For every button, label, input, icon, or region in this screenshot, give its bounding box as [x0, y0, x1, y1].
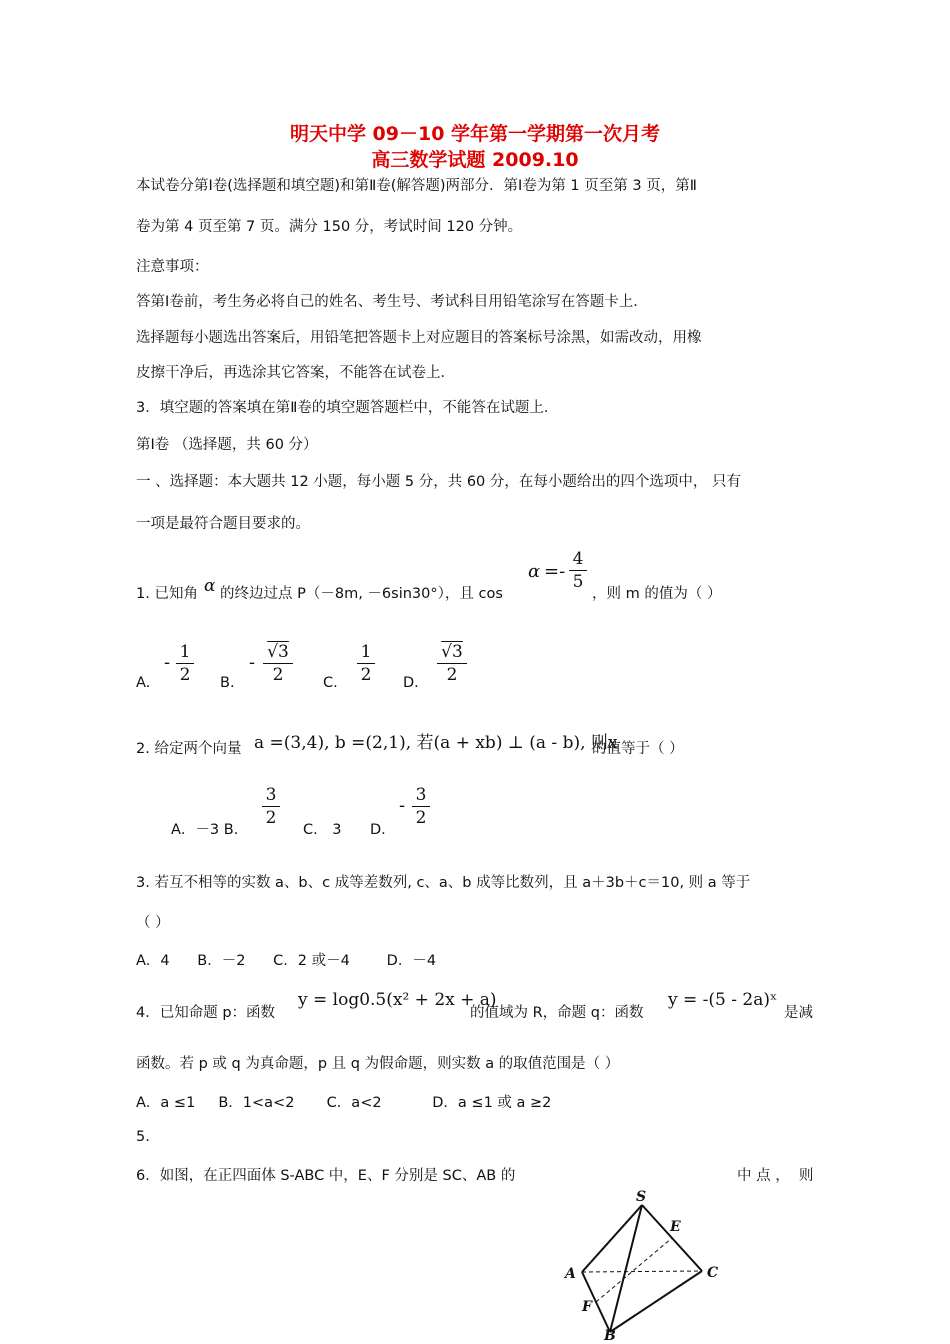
notice-item-3: 3．填空题的答案填在第Ⅱ卷的填空题答题栏中，不能答在试题上．: [136, 400, 559, 416]
q4-text-c: 是减: [784, 1005, 813, 1021]
q4-line-2: 函数。若 p 或 q 为真命题，p 且 q 为假命题，则实数 a 的取值范围是（ ）: [136, 1056, 620, 1072]
q1-c-den: 2: [360, 665, 372, 685]
q2-text-b: 的值等于（ ）: [592, 741, 684, 757]
q2-d-den: 2: [415, 808, 427, 828]
q2-text-a: 2. 给定两个向量: [136, 741, 242, 757]
q4-options: A．a ≤1 B．1<a<2 C．a<2 D．a ≤1 或 a ≥2: [136, 1095, 552, 1111]
q1-alpha: α: [204, 576, 216, 596]
q1-text-b: 的终边过点 P（－8m, －6sin30°），且 cos: [220, 586, 503, 602]
edge-ac-hidden: [582, 1271, 702, 1272]
exam-title: 明天中学 09－10 学年第一学期第一次月考: [289, 123, 661, 145]
q2-b-den: 2: [265, 808, 277, 828]
intro-line-2: 卷为第 4 页至第 7 页。满分 150 分，考试时间 120 分钟。: [136, 219, 523, 235]
q2-b-fraction: [261, 784, 281, 829]
q1-a-den: 2: [179, 665, 191, 685]
edge-sc: [642, 1205, 702, 1271]
q1-cond-fraction: [568, 548, 588, 593]
point-label-f: F: [582, 1299, 592, 1315]
notice-heading: 注意事项：: [136, 259, 209, 275]
q1-cond-num: 4: [572, 549, 584, 569]
q3-line-2: （ ）: [136, 915, 170, 931]
q1-c-fraction: [356, 641, 376, 686]
section-one-line-1: 一 、选择题：本大题共 12 小题，每小题 5 分，共 60 分，在每小题给出的四个选项中， 只有: [136, 474, 741, 490]
vertex-label-s: S: [636, 1189, 647, 1205]
q1-option-c: C.: [323, 675, 338, 691]
q1-cond-eq: =-: [544, 561, 566, 582]
q5-text: 5.: [136, 1129, 150, 1145]
q1-text-c: ，则 m 的值为（ ）: [592, 586, 722, 602]
q2-d-num: 3: [415, 785, 427, 805]
q2-b-num: 3: [265, 785, 277, 805]
q1-b-den: 2: [272, 665, 284, 685]
q1-d-fraction: [436, 641, 468, 686]
q1-b-num: √3: [267, 642, 289, 662]
q1-b-sign: -: [249, 652, 256, 673]
q1-option-b: B.: [220, 675, 235, 691]
q2-option-c: C． 3: [303, 822, 342, 838]
q4-formula-2: y = -(5 - 2a)ˣ: [668, 990, 778, 1010]
q1-c-num: 1: [360, 642, 372, 662]
q1-option-d: D.: [403, 675, 419, 691]
q1-a-num: 1: [179, 642, 191, 662]
vertex-label-b: B: [604, 1328, 616, 1340]
point-label-e: E: [670, 1219, 681, 1235]
exam-subtitle: 高三数学试题 2009.10: [371, 149, 579, 171]
q2-option-d: D．: [370, 822, 396, 838]
q4-text-b: 的值域为 R，命题 q：函数: [470, 1005, 644, 1021]
q4-text-a: 4．已知命题 p：函数: [136, 1005, 276, 1021]
segment-ef-hidden: [596, 1238, 672, 1302]
q1-option-a: A.: [136, 675, 151, 691]
tetrahedron-figure: [560, 1185, 730, 1340]
q2-d-fraction: [411, 784, 431, 829]
q2-formula: a =(3,4), b =(2,1), 若(a + xb) ⊥ (a - b), 则x: [254, 733, 618, 753]
part-one-heading: 第Ⅰ卷 （选择题，共 60 分）: [136, 437, 318, 453]
q4-formula-1: y = log0.5(x² + 2x + a): [298, 990, 497, 1010]
q1-b-fraction: [262, 641, 294, 686]
q6-text-a: 6．如图，在正四面体 S-ABC 中，E、F 分别是 SC、AB 的: [136, 1168, 516, 1184]
q6-text-b: 中 点 ， 则: [737, 1168, 814, 1184]
q1-cond-lhs: α: [528, 561, 541, 582]
notice-item-2b: 皮擦干净后，再选涂其它答案，不能答在试卷上．: [136, 365, 455, 381]
section-one-line-2: 一项是最符合题目要求的。: [136, 516, 310, 532]
vertex-label-a: A: [565, 1266, 576, 1282]
notice-item-1: 答第Ⅰ卷前，考生务必将自己的姓名、考生号、考试科目用铅笔涂写在答题卡上．: [136, 294, 648, 310]
notice-item-2a: 选择题每小题选出答案后，用铅笔把答题卡上对应题目的答案标号涂黑，如需改动，用橡: [136, 330, 702, 346]
q1-text-a: 1. 已知角: [136, 586, 198, 602]
q3-line-1: 3. 若互不相等的实数 a、b、c 成等差数列, c、a、b 成等比数列，且 a＋3b＋c＝10, 则 a 等于: [136, 875, 751, 891]
q1-d-den: 2: [446, 665, 458, 685]
q1-a-fraction: [175, 641, 195, 686]
q2-options-ab: A．－3 B．: [171, 822, 249, 838]
q1-d-num: √3: [441, 642, 463, 662]
q1-a-sign: -: [164, 652, 171, 673]
q1-cond-den: 5: [572, 572, 584, 592]
vertex-label-c: C: [707, 1265, 719, 1281]
intro-line-1: 本试卷分第Ⅰ卷(选择题和填空题)和第Ⅱ卷(解答题)两部分．第Ⅰ卷为第 1 页至第 3 页，第Ⅱ: [136, 178, 697, 194]
q2-d-sign: -: [399, 795, 406, 816]
q3-options: A．4 B．－2 C．2 或－4 D．－4: [136, 953, 437, 969]
